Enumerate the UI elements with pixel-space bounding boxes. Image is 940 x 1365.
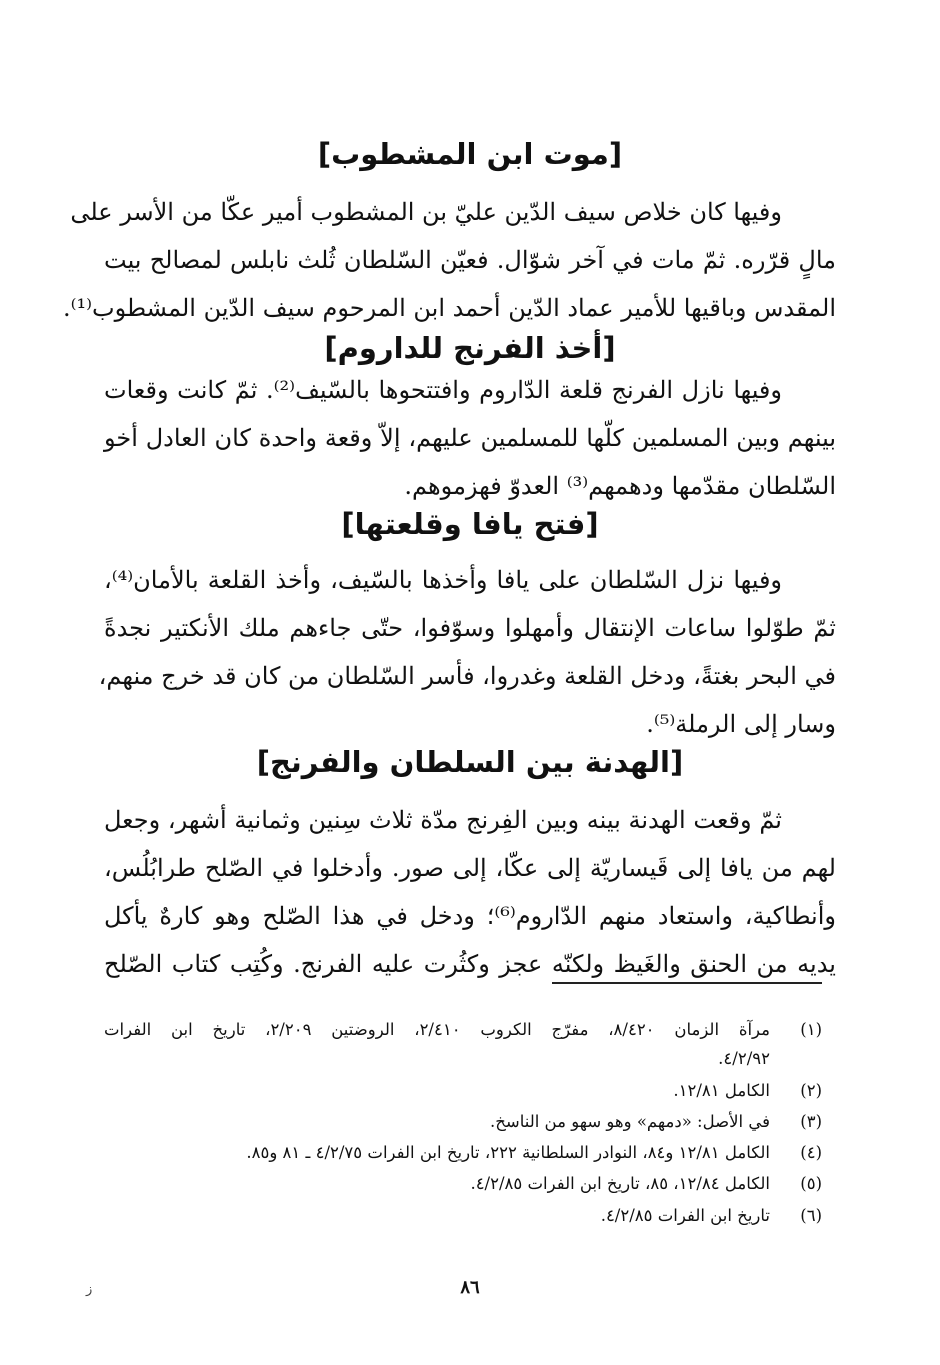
footnote-text: تاريخ ابن الفرات ٤/٢/٨٥. [600, 1206, 770, 1225]
footnote-number: (١) [800, 1020, 822, 1039]
paragraph [62, 188, 836, 332]
text-line: يديه من الحنق والغَيظ ولكنّه عجز وكثُرت عليه الفرنج. وكُتِب كتاب الصّلح [104, 950, 836, 978]
footnote-number: (٤) [800, 1143, 822, 1162]
footnote-text: مرآة الزمان ٨/٤٢٠، مفرّج الكروب ٢/٤١٠، الروضتين ٢/٢٠٩، تاريخ ابن الفرات [104, 1020, 770, 1039]
text-line: وفيها نزل السّلطان على يافا وأخذها بالسّيف، وأخذ القلعة بالأمان⁽⁴⁾، [104, 566, 783, 594]
text-line: ثمّ طوّلوا ساعات الإنتقال وأمهلوا وسوّفوا، حتّى جاءهم ملك الأنكتير نجدةً [104, 614, 836, 642]
footnote-text: الكامل ١٢/٨٤، ٨٥، تاريخ ابن الفرات ٤/٢/٨٥. [470, 1174, 770, 1193]
paragraph [104, 366, 836, 510]
text-line: مالٍ قرّره. ثمّ مات في آخر شوّال. فعيّن السّلطان ثُلث نابلس لمصالح بيت [104, 246, 836, 274]
section-heading: [الهدنة بين السلطان والفرنج] [256, 745, 684, 779]
section-heading: [فتح يافا وقلعتها] [341, 507, 599, 541]
paragraph [98, 556, 836, 748]
text-line: وأنطاكية، واستعاد منهم الدّاروم⁽⁶⁾؛ ودخل في هذا الصّلح وهو كارهٌ يأكل [104, 902, 836, 930]
text-line: وسار إلى الرملة⁽⁵⁾. [646, 710, 836, 738]
footnote-number: (٦) [800, 1206, 822, 1225]
paragraph [104, 796, 836, 988]
footnote-divider [552, 982, 822, 984]
section-heading: [أخذ الفرنج للداروم] [324, 331, 616, 365]
footnote-continuation: ٤/٢/٩٢. [718, 1049, 770, 1068]
footnote-text: الكامل ١٢/٨١ و٨٤، النوادر السلطانية ٢٢٢، تاريخ ابن الفرات ٤/٢/٧٥ ـ ٨١ و٨٥. [246, 1143, 770, 1162]
footnote-number: (٢) [800, 1081, 822, 1100]
text-line: وفيها كان خلاص سيف الدّين عليّ بن المشطوب أمير عكّا من الأسر على [70, 198, 782, 226]
footnote-number: (٥) [800, 1174, 822, 1193]
text-line: السّلطان مقدّمها ودهمهم⁽³⁾ العدوّ فهزموهم. [404, 472, 836, 500]
text-line: في البحر بغتةً، ودخل القلعة وغدروا، فأسر السّلطان من كان قد خرج منهم، [98, 662, 836, 690]
margin-mark: ز [86, 1282, 93, 1297]
text-line: ثمّ وقعت الهدنة بينه وبين الفِرنج مدّة ثلاث سِنين وثمانية أشهر، وجعل [104, 806, 782, 834]
footnote-text: في الأصل: «دمهم» وهو سهو من الناسخ. [489, 1112, 770, 1131]
footnote-text: الكامل ١٢/٨١. [673, 1081, 770, 1100]
section-heading: [موت ابن المشطوب] [317, 137, 623, 171]
footnote-number: (٣) [800, 1112, 822, 1131]
text-line: بينهم وبين المسلمين كلّها للمسلمين عليهم، إلاّ وقعة واحدة كان العادل أخو [104, 424, 836, 452]
text-line: المقدس وباقيها للأمير عماد الدّين أحمد ابن المرحوم سيف الدّين المشطوب⁽¹⁾. [62, 294, 836, 322]
text-line: لهم من يافا إلى قَيساريّة إلى عكّا، إلى صور. وأدخلوا في الصّلح طرابُلُس، [104, 854, 836, 882]
page-number: ٨٦ [460, 1277, 480, 1298]
text-line: وفيها نازل الفرنج قلعة الدّاروم وافتتحوها بالسّيف⁽²⁾. ثمّ كانت وقعات [104, 376, 782, 404]
